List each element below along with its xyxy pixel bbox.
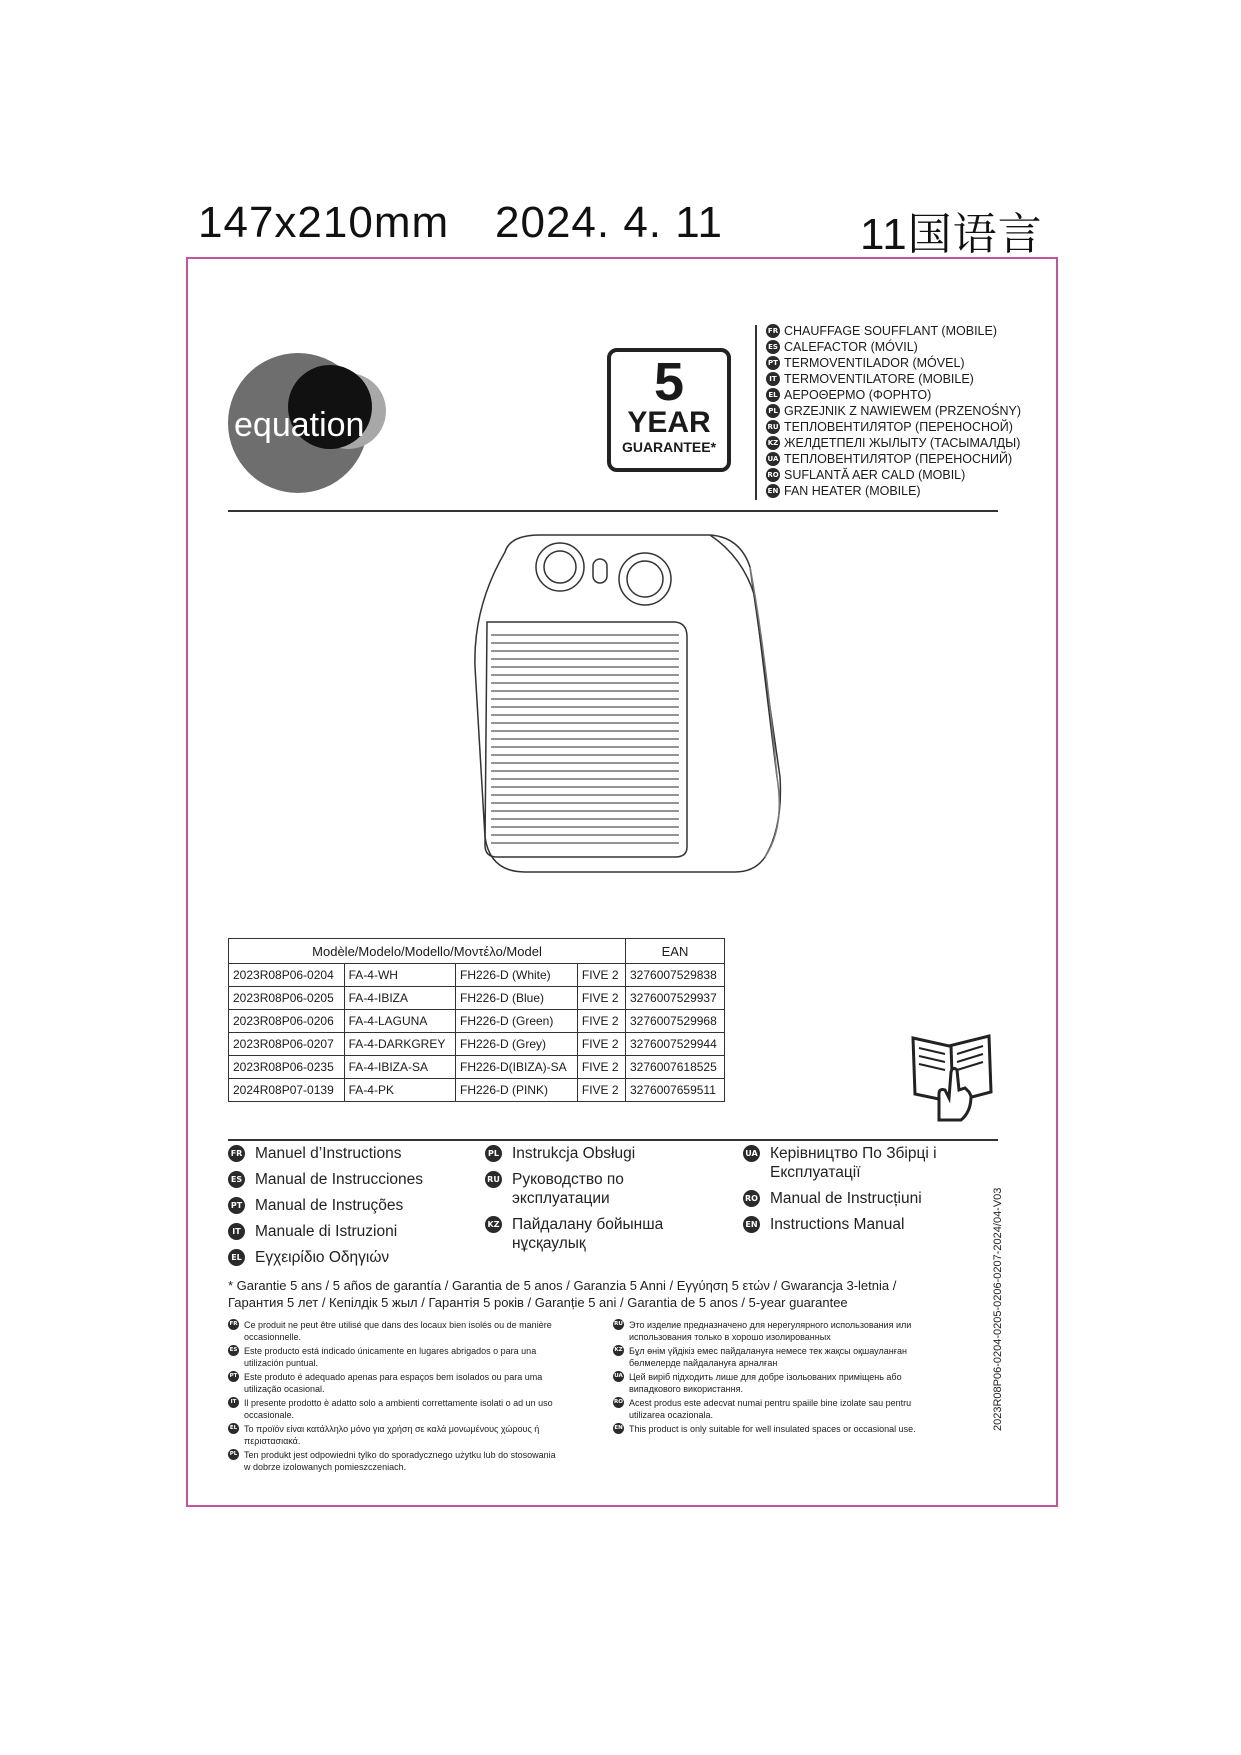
guarantee-badge (607, 348, 731, 472)
manual-item (485, 1144, 665, 1163)
table-row (229, 964, 725, 987)
usage-note (613, 1319, 948, 1343)
usage-note (228, 1449, 558, 1473)
product-name-row (766, 451, 1021, 467)
manual-item (743, 1189, 943, 1208)
model-cell: FA-4-IBIZA (344, 987, 455, 1010)
ean-header: EAN (626, 939, 725, 964)
product-name-text: TERMOVENTILATORE (MOBILE) (784, 372, 974, 386)
product-name-text: ТЕПЛОВЕНТИЛЯТОР (ПЕРЕНОСНИЙ) (784, 452, 1013, 466)
manual-title: Manual de Instruções (255, 1197, 404, 1214)
product-name-row (766, 419, 1021, 435)
date-label: 2024. 4. 11 (495, 198, 723, 247)
product-name-row (766, 339, 1021, 355)
usage-note-text: Бұл өнім үйдікіз емес пайдалануға немесе тек жақсы оқшауланған бөлмелерде пайдалануға арналған (629, 1346, 907, 1368)
lang-badge: UA (613, 1371, 624, 1382)
manual-title: Керівництво По Збірці і Експлуатації (770, 1145, 937, 1181)
product-name-row (766, 387, 1021, 403)
product-name-text: TERMOVENTILADOR (MÓVEL) (784, 356, 965, 370)
ref-cell: 2023R08P06-0235 (229, 1056, 345, 1079)
manual-title: Manuel d’Instructions (255, 1145, 402, 1162)
manual-item (228, 1144, 423, 1163)
lang-badge: ES (228, 1345, 239, 1356)
manual-item (228, 1196, 423, 1215)
usage-notes-left (228, 1319, 558, 1475)
range-cell: FIVE 2 (577, 1056, 625, 1079)
table-row (229, 987, 725, 1010)
lang-badge: KZ (766, 436, 780, 450)
model-cell: FA-4-WH (344, 964, 455, 987)
lang-badge: IT (228, 1397, 239, 1408)
table-row (229, 1079, 725, 1102)
usage-note-text: Este produto é adequado apenas para espaços bem isolados ou para uma utilização ocasional. (244, 1372, 543, 1394)
table-row (229, 1056, 725, 1079)
ref-cell: 2023R08P06-0207 (229, 1033, 345, 1056)
manual-title: Manuale di Istruzioni (255, 1223, 398, 1240)
usage-note-text: Ten produkt jest odpowiedni tylko do sporadycznego użytku lub do stosowania w dobrze izolowanych pomieszczeniach. (244, 1450, 556, 1472)
lang-badge: PT (766, 356, 780, 370)
usage-note (228, 1319, 558, 1343)
manual-item (228, 1170, 423, 1189)
ref-cell: 2023R08P06-0205 (229, 987, 345, 1010)
manual-item (228, 1248, 423, 1267)
usage-note-text: Este producto está indicado únicamente en lugares abrigados o para una utilización puntual. (244, 1346, 537, 1368)
product-name-text: CHAUFFAGE SOUFFLANT (MOBILE) (784, 324, 997, 338)
variant-cell: FH226-D (White) (455, 964, 577, 987)
range-cell: FIVE 2 (577, 987, 625, 1010)
lang-badge: UA (743, 1145, 760, 1162)
product-name-row (766, 467, 1021, 483)
manual-title: Manual de Instrucțiuni (770, 1190, 922, 1207)
usage-note-text: Ce produit ne peut être utilisé que dans des locaux bien isolés ou de manière occasionnelle. (244, 1320, 552, 1342)
usage-note-text: Цей виріб підходить лише для добре ізольованих приміщень або випадкового використання. (629, 1372, 902, 1394)
lang-badge: RU (613, 1319, 624, 1330)
lang-badge: EN (766, 484, 780, 498)
usage-note-text: Acest produs este adecvat numai pentru spaiile bine izolate sau pentru utilizarea ocazionala. (629, 1398, 912, 1420)
lang-badge: RU (766, 420, 780, 434)
ean-cell: 3276007659511 (626, 1079, 725, 1102)
range-cell: FIVE 2 (577, 1010, 625, 1033)
usage-note (228, 1397, 558, 1421)
size-label: 147x210mm (198, 198, 450, 247)
lang-badge: PT (228, 1197, 245, 1214)
product-name-text: ЖЕЛДЕТПЕЛІ ЖЫЛЫТУ (ТАСЫМАЛДЫ) (784, 436, 1021, 450)
product-name-text: SUFLANTĂ AER CALD (MOBIL) (784, 468, 966, 482)
lang-badge: IT (228, 1223, 245, 1240)
lang-badge: RO (613, 1397, 624, 1408)
manual-title: Manual de Instrucciones (255, 1171, 424, 1188)
lang-badge: RU (485, 1171, 502, 1188)
usage-note (613, 1397, 948, 1421)
product-name-text: FAN HEATER (MOBILE) (784, 484, 921, 498)
lang-badge: FR (228, 1319, 239, 1330)
lang-badge: EN (613, 1423, 624, 1434)
manual-item (743, 1215, 943, 1234)
usage-note (228, 1345, 558, 1369)
lang-badge: EL (228, 1249, 245, 1266)
lang-badge: PT (228, 1371, 239, 1382)
lang-badge: PL (766, 404, 780, 418)
model-cell: FA-4-PK (344, 1079, 455, 1102)
usage-note-text: Il presente prodotto è adatto solo a ambienti correttamente isolati o ad un uso occasionale. (244, 1398, 553, 1420)
manual-title: Instructions Manual (770, 1216, 905, 1233)
manual-item (743, 1144, 943, 1182)
model-cell: FA-4-DARKGREY (344, 1033, 455, 1056)
equation-logo (228, 341, 388, 501)
lang-badge: ES (228, 1171, 245, 1188)
ean-cell: 3276007529944 (626, 1033, 725, 1056)
usage-note (613, 1345, 948, 1369)
product-name-row (766, 371, 1021, 387)
lang-badge: RO (743, 1190, 760, 1207)
manuals-column-2 (485, 1144, 665, 1260)
guarantee-text: * Garantie 5 ans / 5 años de garantía / Garantia de 5 anos / Garanzia 5 Anni / Εγγύηση 5 ετών / Gwarancja 3-letnia / Гарантия 5 лет / Кепілдік 5 жыл / Гарантія 5 років / Garanție 5 ani / Garantia de 5 anos / 5-year guarantee (228, 1278, 897, 1310)
manuals-column-3 (743, 1144, 943, 1241)
divider-vertical (755, 325, 757, 500)
lang-badge: IT (766, 372, 780, 386)
usage-notes-right (613, 1319, 948, 1437)
lang-badge: EL (766, 388, 780, 402)
manual-title: Εγχειρίδιο Οδηγιών (255, 1249, 390, 1266)
ean-cell: 3276007529968 (626, 1010, 725, 1033)
variant-cell: FH226-D (Blue) (455, 987, 577, 1010)
guarantee-number: 5 (653, 352, 685, 412)
usage-note-text: Это изделие предназначено для нерегулярного использования или использования только в хорошо изолированных (629, 1320, 912, 1342)
ref-cell: 2023R08P06-0204 (229, 964, 345, 987)
variant-cell: FH226-D (Green) (455, 1010, 577, 1033)
model-cell: FA-4-IBIZA-SA (344, 1056, 455, 1079)
usage-note (228, 1371, 558, 1395)
range-cell: FIVE 2 (577, 1033, 625, 1056)
read-manual-icon (909, 1032, 995, 1122)
range-cell: FIVE 2 (577, 1079, 625, 1102)
lang-badge: FR (766, 324, 780, 338)
manual-title: Instrukcja Obsługi (512, 1145, 636, 1162)
lang-badge: RO (766, 468, 780, 482)
usage-note (228, 1423, 558, 1447)
manual-item (228, 1222, 423, 1241)
variant-cell: FH226-D (PINK) (455, 1079, 577, 1102)
ref-cell: 2024R08P07-0139 (229, 1079, 345, 1102)
usage-note-text: This product is only suitable for well insulated spaces or occasional use. (629, 1424, 916, 1434)
manual-title: Пайдалану бойынша нұсқаулық (512, 1216, 664, 1252)
product-name-text: CALEFACTOR (MÓVIL) (784, 340, 918, 354)
table-header-row (229, 939, 725, 964)
manual-title: Руководство по эксплуатации (512, 1171, 624, 1207)
product-name-text: ΑΕΡΟΘΕΡΜΟ (ΦΟΡΗΤΟ) (784, 388, 932, 402)
range-cell: FIVE 2 (577, 964, 625, 987)
model-cell: FA-4-LAGUNA (344, 1010, 455, 1033)
lang-badge: FR (228, 1145, 245, 1162)
logo-wordmark: equation (234, 406, 365, 444)
page-frame (186, 257, 1058, 1507)
product-name-row (766, 435, 1021, 451)
manual-item (485, 1170, 665, 1208)
product-name-list (766, 323, 1021, 499)
lang-badge: KZ (613, 1345, 624, 1356)
lang-badge: PL (228, 1449, 239, 1460)
usage-note (613, 1371, 948, 1395)
product-name-text: GRZEJNIK Z NAWIEWEM (PRZENOŚNY) (784, 404, 1022, 418)
manuals-column-1 (228, 1144, 423, 1274)
guarantee-unit: YEAR (627, 406, 711, 439)
divider-middle (228, 1139, 998, 1141)
guarantee-word: GUARANTEE* (621, 439, 717, 455)
manual-item (485, 1215, 665, 1253)
ean-cell: 3276007529937 (626, 987, 725, 1010)
divider-top (228, 510, 998, 512)
usage-note (613, 1423, 948, 1435)
model-header: Modèle/Modelo/Modello/Μοντέλο/Model (229, 939, 626, 964)
table-row (229, 1010, 725, 1033)
usage-note-text: Το προϊόν είναι κατάλληλο μόνο για χρήση σε καλά μονωμένους χώρους ή περιστασιακά. (244, 1424, 540, 1446)
languages-label: 11国语言 (860, 210, 1043, 259)
lang-badge: ES (766, 340, 780, 354)
ean-cell: 3276007618525 (626, 1056, 725, 1079)
product-name-row (766, 355, 1021, 371)
product-name-row (766, 483, 1021, 499)
lang-badge: EL (228, 1423, 239, 1434)
logo-graphic (228, 341, 388, 501)
product-name-text: ТЕПЛОВЕНТИЛЯТОР (ПЕРЕНОСНОЙ) (784, 420, 1013, 434)
lang-badge: UA (766, 452, 780, 466)
table-row (229, 1033, 725, 1056)
fan-heater-illustration (465, 527, 795, 882)
variant-cell: FH226-D(IBIZA)-SA (455, 1056, 577, 1079)
product-name-row (766, 403, 1021, 419)
lang-badge: PL (485, 1145, 502, 1162)
product-name-row (766, 323, 1021, 339)
lang-badge: EN (743, 1216, 760, 1233)
lang-badge: KZ (485, 1216, 502, 1233)
variant-cell: FH226-D (Grey) (455, 1033, 577, 1056)
ref-cell: 2023R08P06-0206 (229, 1010, 345, 1033)
models-table (228, 938, 725, 1102)
document-code-vertical: 2023R08P06-0204-0205-0206-0207-2024/04-V03 (992, 1187, 1004, 1431)
ean-cell: 3276007529838 (626, 964, 725, 987)
